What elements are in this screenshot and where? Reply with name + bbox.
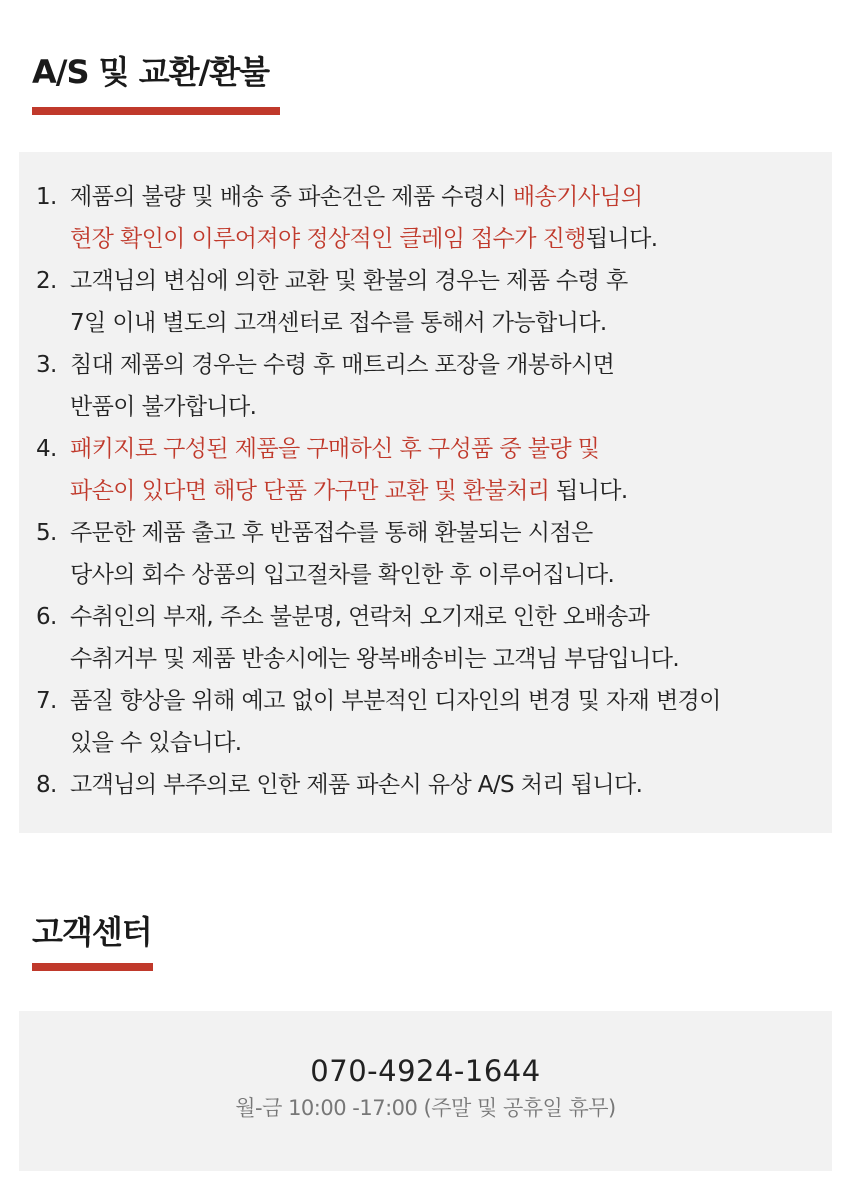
notice-line [70,764,642,806]
notice-line [70,302,628,344]
notice-highlight-text: 배송기사님의 [512,184,643,210]
notice-plain-text: 품질 향상을 위해 예고 없이 부분적인 디자인의 변경 및 자재 변경이 [70,688,721,714]
notice-plain-text: 됩니다. [585,226,658,252]
notice-number: 5. [36,520,57,546]
notice-item [19,680,832,764]
notice-number: 8. [36,772,57,798]
notice-text [70,428,628,512]
notice-line [70,722,721,764]
notice-item [19,260,832,344]
notice-item [19,596,832,680]
notice-line [70,680,721,722]
notice-line [70,344,614,386]
notice-plain-text: 고객님의 변심에 의한 교환 및 환불의 경우는 제품 수령 후 [70,268,628,294]
notice-text [70,680,721,764]
notice-number: 4. [36,436,57,462]
customer-center-hours: 월-금 10:00 -17:00 (주말 및 공휴일 휴무) [235,1096,616,1120]
notice-number: 3. [36,352,57,378]
notice-line [70,470,628,512]
notice-line [70,638,679,680]
notice-plain-text: 반품이 불가합니다. [70,394,257,420]
customer-center-panel [19,1011,832,1171]
notice-text [70,260,628,344]
notice-text [70,176,657,260]
notice-highlight-text: 패키지로 구성된 제품을 구매하신 후 구성품 중 불량 및 [70,436,600,462]
notice-line [70,428,628,470]
notice-plain-text: 있을 수 있습니다. [70,730,242,756]
notice-text [70,512,614,596]
customer-center-title-underline [32,963,153,971]
notice-line [70,176,657,218]
notice-text [70,596,679,680]
notice-highlight-text: 파손이 있다면 해당 단품 가구만 교환 및 환불처리 [70,478,550,504]
notice-line [70,512,614,554]
notice-plain-text: 7일 이내 별도의 고객센터로 접수를 통해서 가능합니다. [70,310,607,336]
notice-line [70,386,614,428]
notice-plain-text: 주문한 제품 출고 후 반품접수를 통해 환불되는 시점은 [70,520,593,546]
notice-item [19,428,832,512]
notice-item [19,344,832,428]
notice-plain-text: 당사의 회수 상품의 입고절차를 확인한 후 이루어집니다. [70,562,615,588]
notice-plain-text: 침대 제품의 경우는 수령 후 매트리스 포장을 개봉하시면 [70,352,615,378]
notice-line [70,554,614,596]
notice-item [19,512,832,596]
notice-plain-text: 됩니다. [549,478,628,504]
notice-line [70,218,657,260]
notice-text [70,764,642,806]
customer-center-phone: 070-4924-1644 [310,1054,541,1088]
as-title-underline [32,107,280,115]
notice-number: 1. [36,184,57,210]
notice-highlight-text: 현장 확인이 이루어져야 정상적인 클레임 접수가 진행 [70,226,586,252]
notice-item [19,176,832,260]
notice-plain-text: 수취거부 및 제품 반송시에는 왕복배송비는 고객님 부담입니다. [70,646,680,672]
customer-center-title: 고객센터 [32,913,152,951]
notice-line [70,260,628,302]
notice-item [19,764,832,806]
notice-plain-text: 제품의 불량 및 배송 중 파손건은 제품 수령시 [70,184,513,210]
notice-plain-text: 고객님의 부주의로 인한 제품 파손시 유상 A/S 처리 됩니다. [70,772,643,798]
notice-number: 2. [36,268,57,294]
as-section-title: A/S 및 교환/환불 [32,53,270,91]
notice-line [70,596,679,638]
notice-number: 7. [36,688,57,714]
notice-number: 6. [36,604,57,630]
notice-text [70,344,614,428]
as-notice-panel [19,152,832,833]
as-notice-list [19,152,832,806]
notice-plain-text: 수취인의 부재, 주소 불분명, 연락처 오기재로 인한 오배송과 [70,604,650,630]
